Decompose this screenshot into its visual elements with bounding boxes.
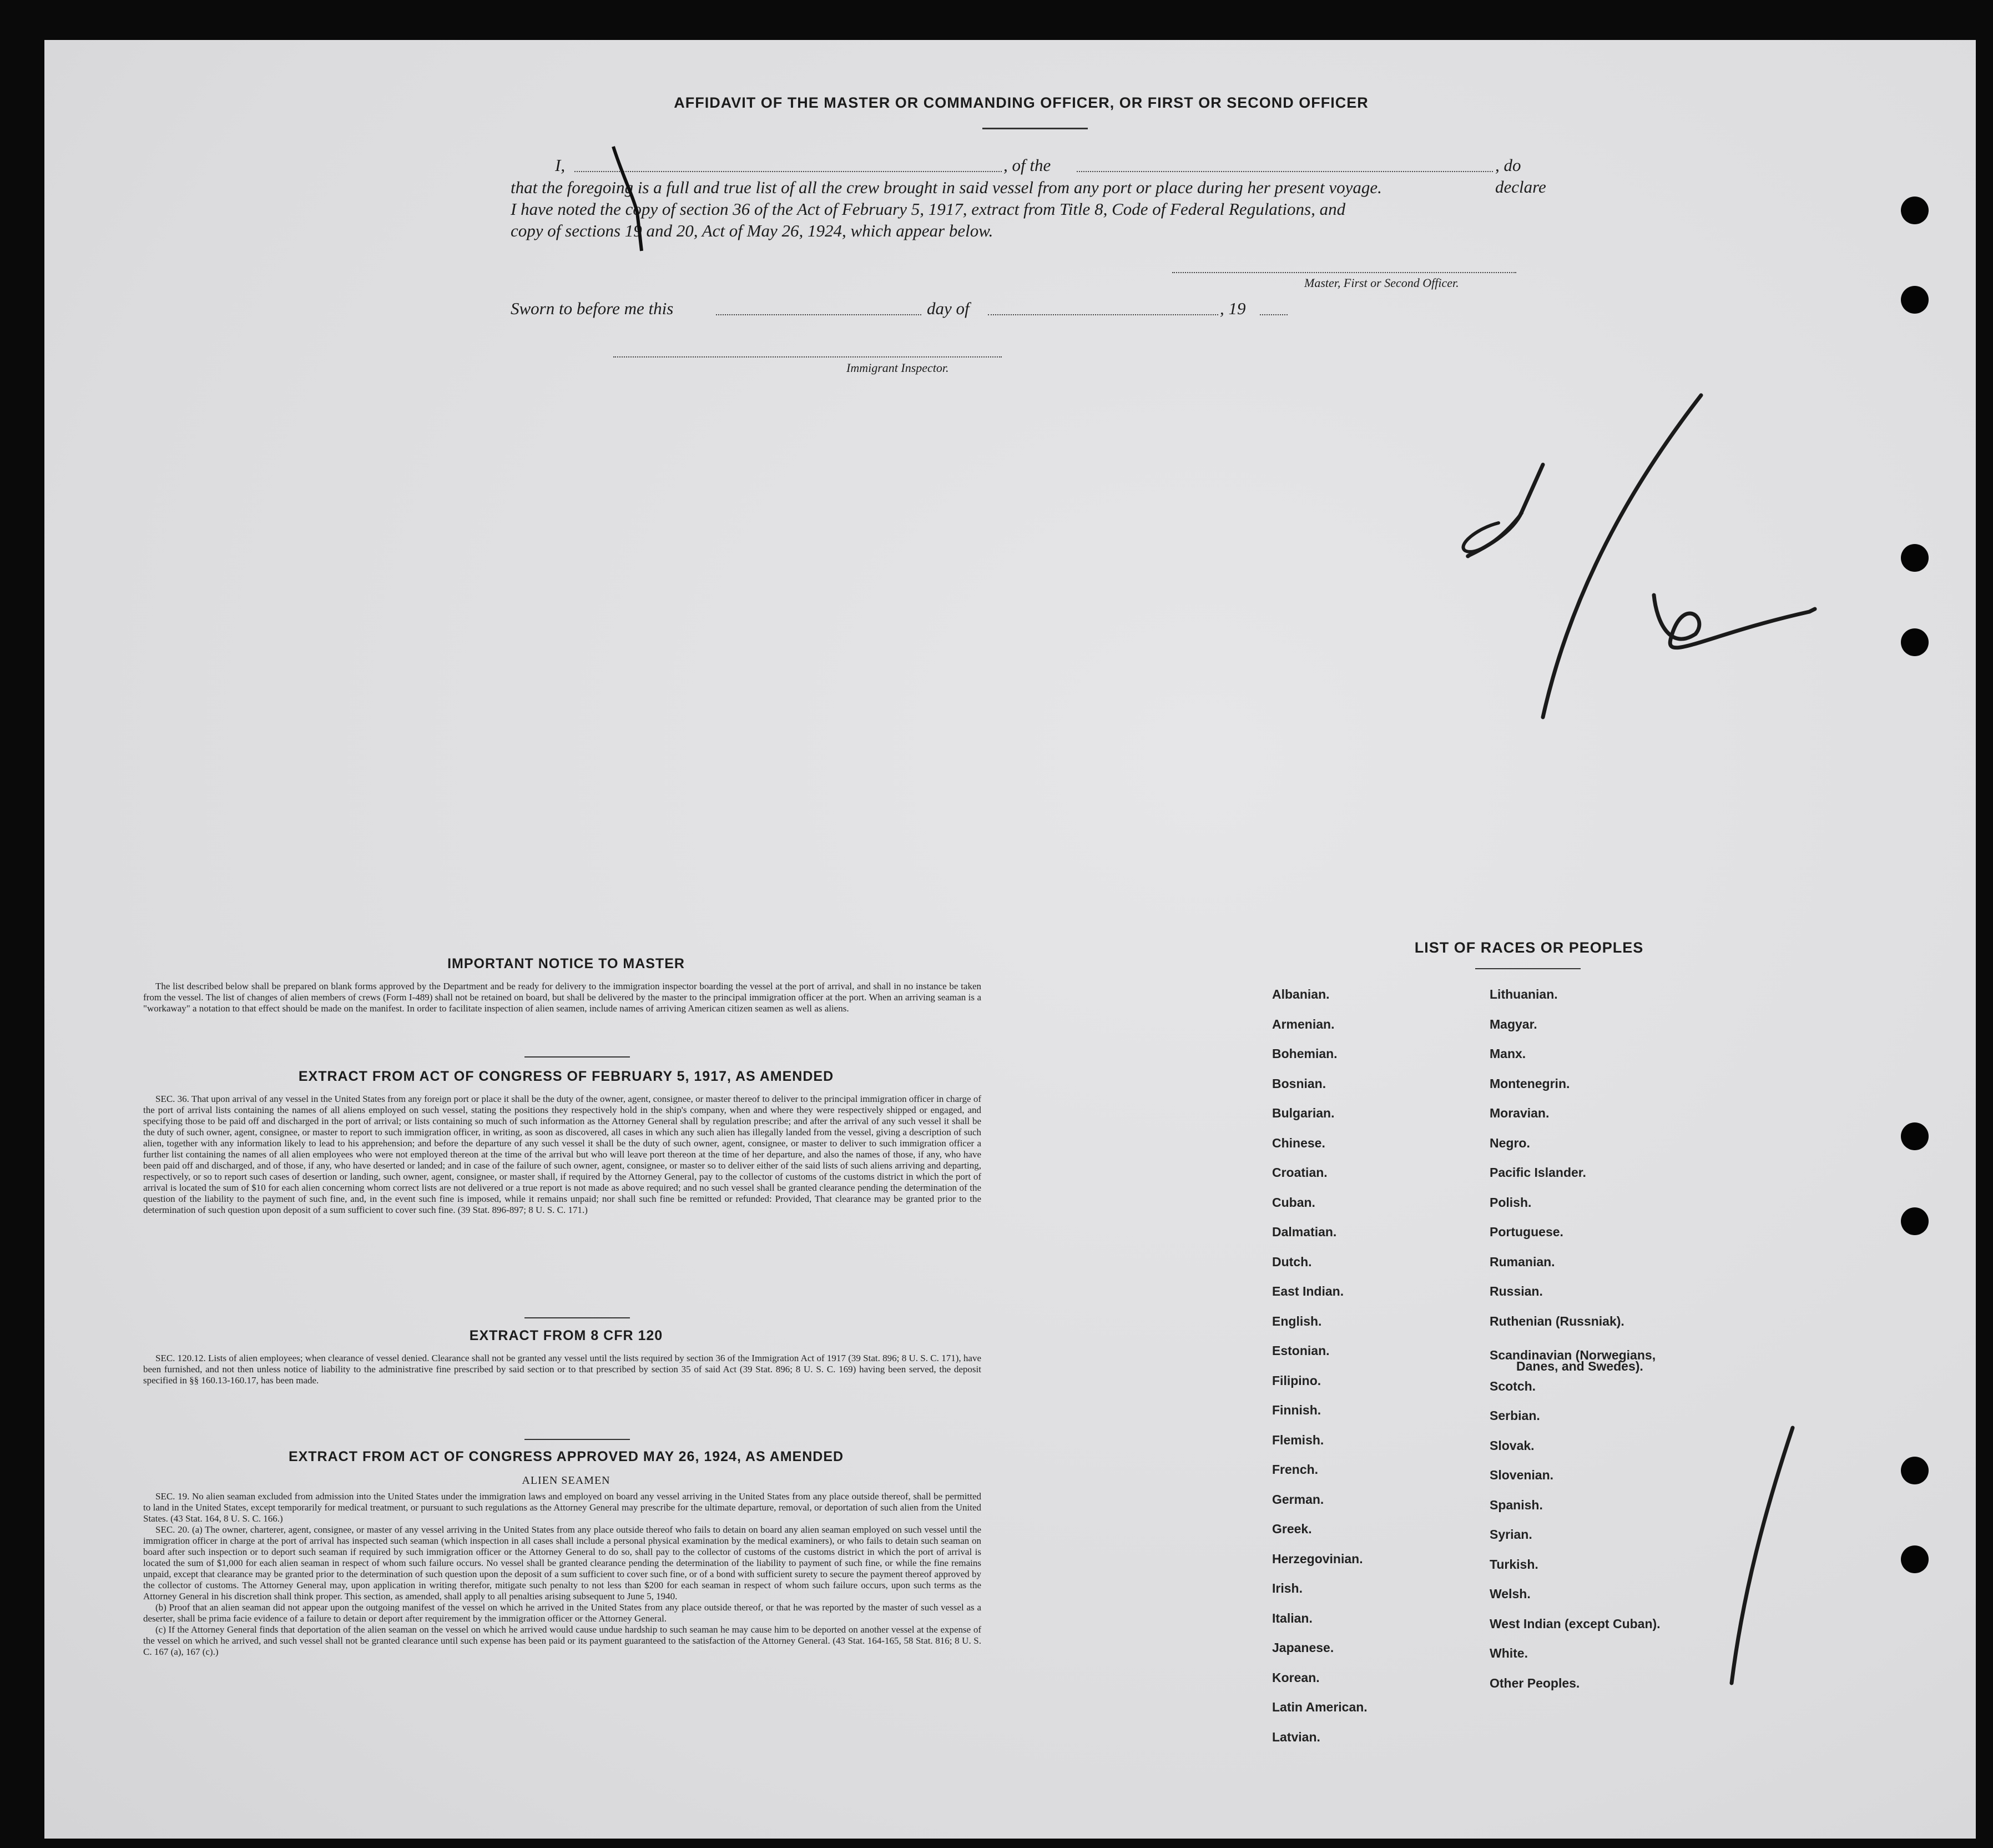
race-item: Chinese. — [1272, 1135, 1325, 1150]
sworn-year: , 19 — [1220, 299, 1246, 318]
race-item: Slovenian. — [1490, 1468, 1554, 1482]
race-item: Albanian. — [1272, 987, 1330, 1001]
affidavit-line-4: copy of sections 19 and 20, Act of May 26, 1924, which appear below. — [511, 221, 993, 240]
races-underline — [1475, 968, 1581, 969]
race-item: English. — [1272, 1313, 1322, 1328]
extract-1924-subtitle: ALIEN SEAMEN — [522, 1474, 610, 1487]
race-item: Scandinavian (Norwegians, — [1490, 1348, 1656, 1362]
race-item: Irish. — [1272, 1581, 1303, 1595]
race-item: Lithuanian. — [1490, 987, 1558, 1001]
race-item: Filipino. — [1272, 1373, 1321, 1388]
race-item: Serbian. — [1490, 1408, 1540, 1423]
race-item: Moravian. — [1490, 1106, 1550, 1120]
race-item: Bosnian. — [1272, 1076, 1326, 1091]
affidavit-line-2: that the foregoing is a full and true list of all the crew brought in said vessel from any port or place during her present voyage. — [511, 178, 1382, 197]
affidavit-do-declare: , do declare — [1495, 155, 1546, 197]
race-item: Bulgarian. — [1272, 1106, 1335, 1120]
sec-20c-text: (c) If the Attorney General finds that deportation of the alien seaman on the vessel on which he arrived would cause undue hardship to such seaman he may cause him to be deported on another vessel at the expense of the vessel on which he arrived, and such vessel shall not be granted clearance until such expense has been paid or its payment guaranteed to the satisfaction of the Attorney General. (43 Stat. 164-165, 58 Stat. 816; 8 U. S. C. 167 (a), 167 (c).) — [143, 1624, 981, 1657]
affidavit-title: AFFIDAVIT OF THE MASTER OR COMMANDING OFFICER, OR FIRST OR SECOND OFFICER — [674, 94, 1369, 111]
affidavit-of-the: , of the — [1003, 155, 1051, 175]
race-item: Italian. — [1272, 1610, 1313, 1625]
race-item: Bohemian. — [1272, 1046, 1338, 1061]
race-item: Spanish. — [1490, 1497, 1543, 1512]
race-item: Danes, and Swedes). — [1516, 1359, 1643, 1373]
punch-hole — [1901, 628, 1929, 656]
notice-body — [143, 981, 981, 1014]
sworn-text: Sworn to before me this — [511, 299, 674, 318]
race-item: Flemish. — [1272, 1432, 1324, 1447]
race-item: Croatian. — [1272, 1165, 1328, 1180]
race-item: Latin American. — [1272, 1700, 1368, 1714]
notice-text: The list described below shall be prepared on blank forms approved by the Department and be ready for delivery to the immigration inspector boarding the vessel at the port of arrival, and shall in no instance be taken from the vessel. The list of changes of alien members of crews (Form I-489) shall not be retained on board, but shall be delivered by the master to the principal immigration officer at the port. When an arriving seaman is a "workaway" a notation to that effect should be made on the manifest. In order to facilitate inspection of alien seamen, include names of arriving American citizen seamen as well as aliens. — [143, 981, 981, 1014]
punch-hole — [1901, 1122, 1929, 1150]
race-item: Welsh. — [1490, 1587, 1531, 1601]
race-item: Finnish. — [1272, 1403, 1321, 1417]
race-item: Polish. — [1490, 1195, 1532, 1210]
extract-cfr-title: EXTRACT FROM 8 CFR 120 — [469, 1328, 663, 1343]
race-item: Herzegovinian. — [1272, 1551, 1363, 1566]
sec-20b-text: (b) Proof that an alien seaman did not appear upon the outgoing manifest of the vessel on which he arrived in the United States from any place outside thereof, or that he was reported by the master of such vessel as a deserter, shall be prima facie evidence of a failure to detain or deport after requirement by the immigration officer or the Attorney General. — [143, 1602, 981, 1624]
race-item: Cuban. — [1272, 1195, 1315, 1210]
race-item: Rumanian. — [1490, 1254, 1555, 1269]
signature-caption: Master, First or Second Officer. — [1304, 276, 1459, 290]
race-item: Magyar. — [1490, 1016, 1537, 1031]
extract-cfr-text: SEC. 120.12. Lists of alien employees; when clearance of vessel denied. Clearance shall not be granted any vessel until the lists required by section 36 of the Immigration Act of 1917 (39 Stat. 896; 8 U. S. C. 171), have been furnished, and not then unless notice of liability to the administrative fine prescribed by said section or to that prescribed by section 35 of said Act (39 Stat. 896; 8 U. S. C. 169) having been served, the deposit specified in §§ 160.13-160.17, has been made. — [143, 1353, 981, 1386]
race-item: White. — [1490, 1646, 1528, 1660]
race-item: Armenian. — [1272, 1016, 1335, 1031]
sec-20a-text: SEC. 20. (a) The owner, charterer, agent, consignee, or master of any vessel arriving in the United States from any place outside thereof who fails to detain on board any alien seaman employed on such vessel until the immigration officer in charge at the port of arrival has inspected such seaman (which inspection in all cases shall include a personal physical examination by the medical examiners), or who fails to detain such seaman on board after such inspection or to deport such seaman if required by such immigration officer or the Attorney General to do so, shall pay to the collector of customs of the customs district in which the port of arrival is located the sum of $1,000 for each alien seaman in respect of whom such failure occurs. No vessel shall be granted clearance pending the determination of the liability to payment of such fine, or while the fine remains unpaid, except that clearance may be granted prior to the determination of such question upon the deposit of a sum sufficient to cover such fine, or of a bond with sufficient surety to secure the payment thereof approved by the collector of customs. The Attorney General may, upon application in writing therefor, mitigate such penalty to not less than $200 for each seaman in respect of whom such failure occurs, upon such terms as the Attorney General in his discretion shall think proper. This section, as amended, shall apply to all penalties arising subsequent to June 5, 1940. — [143, 1524, 981, 1602]
punch-hole — [1901, 1457, 1929, 1484]
sworn-day-of: day of — [927, 299, 970, 318]
affidavit-i: I, — [555, 155, 566, 175]
race-item: Montenegrin. — [1490, 1076, 1570, 1091]
race-item: Other Peoples. — [1490, 1675, 1580, 1690]
extract-cfr-body — [143, 1353, 981, 1386]
race-item: German. — [1272, 1492, 1324, 1507]
punch-hole — [1901, 544, 1929, 572]
extract-1924-body — [143, 1491, 981, 1658]
extract-1917-title: EXTRACT FROM ACT OF CONGRESS OF FEBRUARY 5, 1917, AS AMENDED — [298, 1069, 834, 1084]
race-item: Russian. — [1490, 1284, 1543, 1298]
race-item: Greek. — [1272, 1522, 1312, 1536]
extract-1917-body — [143, 1094, 981, 1216]
race-item: Pacific Islander. — [1490, 1165, 1586, 1180]
race-item: Estonian. — [1272, 1343, 1330, 1358]
race-item: Ruthenian (Russniak). — [1490, 1313, 1624, 1328]
extract-1917-text: SEC. 36. That upon arrival of any vessel in the United States from any foreign port or place it shall be the duty of the owner, agent, consignee, or master thereof to deliver to the principal immigration officer in charge of the port of arrival lists containing the names of all aliens employed on such vessel, stating the positions they respectively hold in the ship's company, when and where they were respectively shipped or engaged, and specifying those to be paid off and discharged in the port of arrival; or lists containing so much of such information as the Attorney General shall by regulation prescribe; and after the arrival of any such vessel it shall be the duty of such owner, agent, consignee, or master to report to such immigration officer, in writing, as soon as discovered, all cases in which any such alien has illegally landed from the vessel, giving a description of such alien, together with any information likely to lead to his apprehension; and before the departure of any such vessel it shall be the duty of such owner, agent, consignee, or master to deliver to such immigration officer a further list containing the names of all alien employees who were not employed thereon at the time of the arrival but who will leave port thereon at the time of her departure, and also the names of those, if any, who have been paid off and discharged, and of those, if any, who have deserted or landed; and in case of the failure of such owner, agent, consignee, or master so to deliver either of the said lists of such aliens arriving and departing, respectively, or so to report such cases of desertion or landing, such owner, agent, consignee, or master shall, if required by the Attorney General, pay to the collector of customs of the customs district in which the port of arrival is located the sum of $10 for each alien concerning whom correct lists are not delivered or a true report is not made as above required; and no such vessel shall be granted clearance pending the determination of the question of the liability to the payment of such fine, and, in the event such fine is imposed, while it remains unpaid; nor shall such fine be remitted or refunded: Provided, That clearance may be granted prior to the determination of such question upon deposit of a sum sufficient to cover such fine. (39 Stat. 896-897; 8 U. S. C. 171.) — [143, 1094, 981, 1215]
punch-hole — [1901, 1545, 1929, 1573]
race-item: Turkish. — [1490, 1557, 1538, 1572]
punch-hole — [1901, 1207, 1929, 1235]
divider-2 — [524, 1317, 630, 1318]
race-item: East Indian. — [1272, 1284, 1344, 1298]
race-item: Portuguese. — [1490, 1225, 1563, 1239]
race-item: Dutch. — [1272, 1254, 1312, 1269]
race-item: French. — [1272, 1462, 1319, 1477]
race-item: Latvian. — [1272, 1729, 1320, 1744]
races-title: LIST OF RACES OR PEOPLES — [1414, 939, 1644, 956]
race-item: Japanese. — [1272, 1640, 1334, 1655]
divider-1 — [524, 1056, 630, 1058]
notice-title: IMPORTANT NOTICE TO MASTER — [447, 956, 685, 971]
race-item: Dalmatian. — [1272, 1225, 1337, 1239]
race-item: Scotch. — [1490, 1378, 1536, 1393]
punch-hole — [1901, 286, 1929, 314]
divider-3 — [524, 1439, 630, 1440]
punch-hole — [1901, 197, 1929, 224]
affidavit-line-3: I have noted the copy of section 36 of the Act of February 5, 1917, extract from Title 8, Code of Federal Regulations, and — [511, 199, 1346, 219]
extract-1924-title: EXTRACT FROM ACT OF CONGRESS APPROVED MAY 26, 1924, AS AMENDED — [288, 1449, 844, 1464]
inspector-caption: Immigrant Inspector. — [846, 361, 949, 375]
race-item: West Indian (except Cuban). — [1490, 1616, 1661, 1631]
race-item: Manx. — [1490, 1046, 1526, 1061]
form-sheet — [44, 40, 1976, 1839]
race-item: Negro. — [1490, 1135, 1530, 1150]
sec-19-text: SEC. 19. No alien seaman excluded from admission into the United States under the immigration laws and employed on board any vessel arriving in the United States from any place outside thereof, shall be permitted to land in the United States, except temporarily for medical treatment, or pursuant to such regulations as the Attorney General may prescribe for the ultimate departure, removal, or deportation of such alien from the United States. (43 Stat. 164, 8 U. S. C. 166.) — [143, 1491, 981, 1524]
race-item: Slovak. — [1490, 1438, 1535, 1453]
race-item: Korean. — [1272, 1670, 1320, 1685]
race-item: Syrian. — [1490, 1527, 1532, 1542]
